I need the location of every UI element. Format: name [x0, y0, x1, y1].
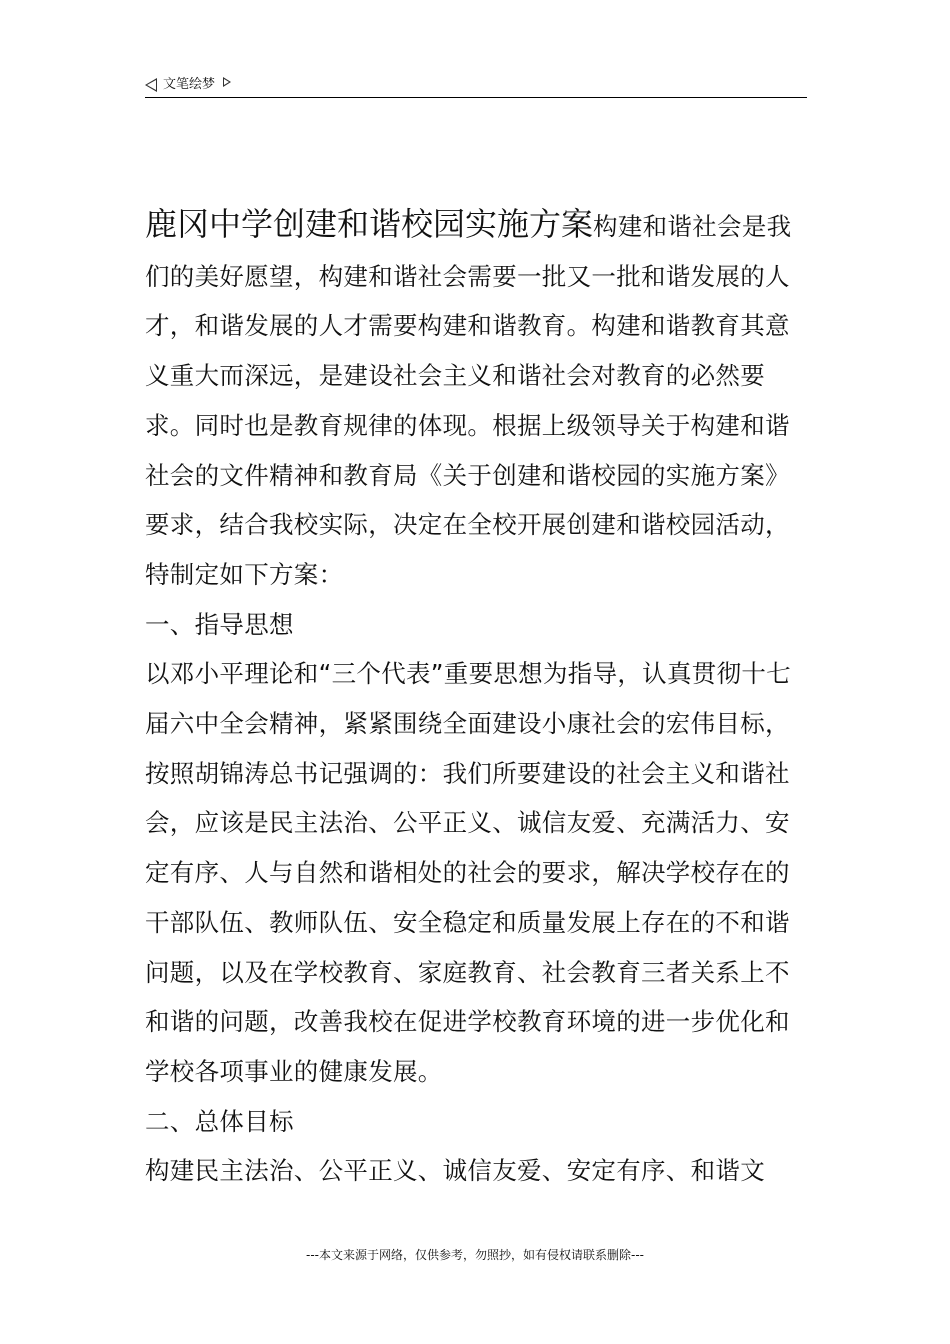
triangle-left-icon — [145, 78, 157, 92]
section-heading-guiding-ideology: 一、指导思想 — [145, 609, 294, 639]
section-body-overall-goal: 构建民主法治、公平正义、诚信友爱、安定有序、和谐文 — [145, 1156, 765, 1186]
footer-disclaimer: ---本文来源于网络，仅供参考，勿照抄，如有侵权请联系删除--- — [306, 1248, 644, 1262]
page-header — [145, 74, 807, 96]
intro-paragraph — [145, 200, 795, 600]
header-divider — [145, 97, 807, 98]
triangle-right-icon — [223, 77, 231, 87]
document-body — [145, 200, 795, 1196]
header-brand: 文笔绘梦 — [163, 77, 216, 92]
section-heading-overall-goal: 二、总体目标 — [145, 1106, 294, 1136]
document-title: 鹿冈中学创建和谐校园实施方案 — [145, 205, 594, 243]
section-body-guiding-ideology: 以邓小平理论和“三个代表”重要思想为指导，认真贯彻十七届六中全会精神，紧紧围绕全面建设小康社会的宏伟目标，按照胡锦涛总书记强调的：我们所要建设的社会主义和谐社会，应该是民主法治、公平正义、诚信友爱、充满活力、安定有序、人与自然和谐相处的社会的要求，解决学校存在的干部队伍、教师队伍、安全稳定和质量发展上存在的不和谐问题，以及在学校教育、家庭教育、社会教育三者关系上不和谐的问题，改善我校在促进学校教育环境的进一步优化和学校各项事业的健康发展。 — [145, 659, 791, 1086]
intro-text: 构建和谐社会是我们的美好愿望，构建和谐社会需要一批又一批和谐发展的人才，和谐发展的人才需要构建和谐教育。构建和谐教育其意义重大而深远，是建设社会主义和谐社会对教育的必然要求。同时也是教育规律的体现。根据上级领导关于构建和谐社会的文件精神和教育局《关于创建和谐校园的实施方案》要求，结合我校实际，决定在全校开展创建和谐校园活动，特制定如下方案： — [145, 212, 792, 589]
